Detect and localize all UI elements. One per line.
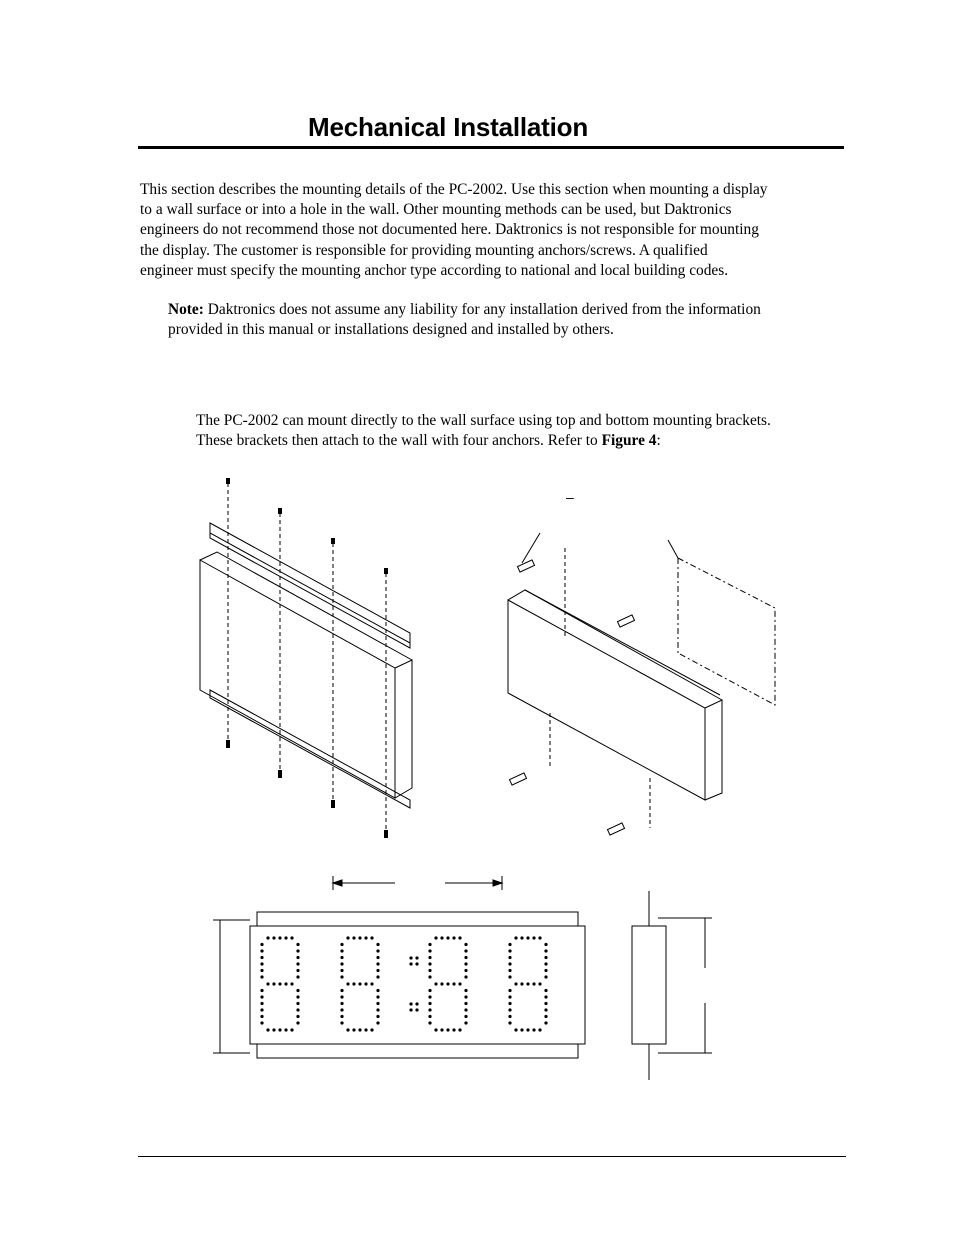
matrix-dot [290,1028,293,1031]
matrix-dot [544,1008,547,1011]
matrix-dot [508,1008,511,1011]
matrix-dot [464,1021,467,1024]
matrix-dot [464,975,467,978]
intro-line: to a wall surface or into a hole in the wall. Other mounting methods can be used, but Daktronics [140,201,732,219]
matrix-dot [376,949,379,952]
matrix-dot [464,969,467,972]
matrix-dot [440,936,443,939]
matrix-dot [415,1002,418,1005]
matrix-dot [260,969,263,972]
wall-mount-line: The PC-2002 can mount directly to the wall surface using top and bottom mounting brackets. [196,412,771,429]
matrix-dot [514,936,517,939]
matrix-dot [458,982,461,985]
matrix-dot [376,1021,379,1024]
matrix-dot [296,962,299,965]
matrix-dot [508,969,511,972]
matrix-dot [364,936,367,939]
matrix-dot [340,956,343,959]
matrix-dot [358,936,361,939]
matrix-dot [409,1008,412,1011]
matrix-dot [260,943,263,946]
matrix-dot [296,1015,299,1018]
matrix-dot [464,995,467,998]
matrix-dot [428,975,431,978]
matrix-dot [544,975,547,978]
matrix-dot [526,936,529,939]
matrix-dot [532,982,535,985]
matrix-dot [376,975,379,978]
mounting-figure [180,468,820,1098]
matrix-dot [458,936,461,939]
matrix-dot [508,1015,511,1018]
matrix-dot [440,1028,443,1031]
matrix-dot [526,1028,529,1031]
matrix-dot [508,962,511,965]
matrix-dot [340,1002,343,1005]
matrix-dot [340,995,343,998]
matrix-dot [376,969,379,972]
matrix-dot [458,1028,461,1031]
matrix-dot [278,936,281,939]
figure-small-mark: – [566,489,574,505]
matrix-dot [260,989,263,992]
matrix-dot [508,1021,511,1024]
matrix-dot [544,989,547,992]
intro-line: engineer must specify the mounting anchor type according to national and local building codes. [140,261,729,279]
wall-mount-line: These brackets then attach to the wall with four anchors. Refer to [196,432,602,450]
matrix-dot [352,1028,355,1031]
matrix-dot [260,995,263,998]
matrix-dot [278,1028,281,1031]
matrix-dot [260,1008,263,1011]
matrix-dot [376,995,379,998]
matrix-dot [296,943,299,946]
title-rule [138,146,844,149]
note-label: Note: [168,301,204,318]
matrix-dot [464,962,467,965]
matrix-dot [340,969,343,972]
matrix-dot [266,982,269,985]
matrix-dot [370,936,373,939]
matrix-dot [544,949,547,952]
intro-line: This section describes the mounting details of the PC-2002. Use this section when mounting a display [140,181,768,198]
matrix-dot [434,936,437,939]
matrix-dot [415,956,418,959]
matrix-dot [508,943,511,946]
note-text: provided in this manual or installations designed and installed by others. [168,321,614,339]
matrix-dot [290,936,293,939]
intro-line: the display. The customer is responsible for providing mounting anchors/screws. A qualified [140,241,708,259]
matrix-dot [296,1002,299,1005]
matrix-dot [296,975,299,978]
matrix-dot [340,1008,343,1011]
matrix-dot [520,936,523,939]
matrix-dot [296,1021,299,1024]
figure-reference-link[interactable]: Figure 4 [601,432,657,450]
left-exploded-view [200,478,412,838]
matrix-dot [272,936,275,939]
matrix-dot [415,962,418,965]
intro-line: engineers do not recommend those not documented here. Daktronics is not responsible for mounting [140,221,759,239]
matrix-dot [296,989,299,992]
matrix-dot [544,956,547,959]
matrix-dot [352,982,355,985]
matrix-dot [376,1008,379,1011]
matrix-dot [538,936,541,939]
matrix-dot [544,995,547,998]
matrix-dot [409,1002,412,1005]
matrix-dot [272,1028,275,1031]
footer-rule [138,1156,846,1157]
matrix-dot [464,989,467,992]
matrix-dot [446,982,449,985]
matrix-dot [428,995,431,998]
matrix-dot [358,982,361,985]
matrix-dot [346,982,349,985]
matrix-dot [284,936,287,939]
matrix-dot [340,1015,343,1018]
matrix-dot [508,995,511,998]
matrix-dot [508,975,511,978]
matrix-dot [428,956,431,959]
matrix-dot [428,962,431,965]
page-title: Mechanical Installation [308,112,589,142]
matrix-dot [409,956,412,959]
matrix-dot [538,982,541,985]
matrix-dot [428,943,431,946]
matrix-dot [266,1028,269,1031]
matrix-dot [428,1002,431,1005]
matrix-dot [296,995,299,998]
matrix-dot [544,1002,547,1005]
matrix-dot [260,975,263,978]
matrix-dot [452,1028,455,1031]
matrix-dot [340,975,343,978]
matrix-dot [464,1015,467,1018]
matrix-dot [364,1028,367,1031]
matrix-dot [452,982,455,985]
matrix-dot [538,1028,541,1031]
matrix-dot [415,1008,418,1011]
matrix-dot [376,989,379,992]
matrix-dot [340,943,343,946]
matrix-dot [508,956,511,959]
note-text: Daktronics does not assume any liability for any installation derived from the information [207,301,761,318]
matrix-dot [446,936,449,939]
matrix-dot [284,1028,287,1031]
matrix-dot [544,943,547,946]
matrix-dot [520,982,523,985]
matrix-dot [340,989,343,992]
matrix-dot [290,982,293,985]
matrix-dot [370,982,373,985]
matrix-dot [544,969,547,972]
matrix-dot [452,936,455,939]
matrix-dot [260,956,263,959]
matrix-dot [260,962,263,965]
matrix-dot [428,1021,431,1024]
matrix-dot [514,982,517,985]
matrix-dot [370,1028,373,1031]
matrix-dot [508,989,511,992]
matrix-dot [464,949,467,952]
matrix-dot [296,949,299,952]
matrix-dot [272,982,275,985]
matrix-dot [284,982,287,985]
intro-paragraph [140,180,840,281]
matrix-dot [376,1002,379,1005]
note-paragraph [168,300,848,340]
matrix-dot [340,1021,343,1024]
wall-mount-line: : [656,432,661,450]
dot-matrix-digits [260,936,547,1031]
matrix-dot [434,982,437,985]
matrix-dot [544,1015,547,1018]
matrix-dot [508,1002,511,1005]
matrix-dot [428,949,431,952]
matrix-dot [464,956,467,959]
matrix-dot [346,1028,349,1031]
matrix-dot [340,962,343,965]
matrix-dot [260,1021,263,1024]
matrix-dot [346,936,349,939]
matrix-dot [446,1028,449,1031]
matrix-dot [358,1028,361,1031]
matrix-dot [376,962,379,965]
matrix-dot [520,1028,523,1031]
matrix-dot [544,962,547,965]
matrix-dot [260,949,263,952]
matrix-dot [464,943,467,946]
matrix-dot [296,1008,299,1011]
matrix-dot [428,1008,431,1011]
matrix-dot [544,1021,547,1024]
matrix-dot [278,982,281,985]
matrix-dot [514,1028,517,1031]
matrix-dot [532,936,535,939]
matrix-dot [376,1015,379,1018]
matrix-dot [260,1015,263,1018]
matrix-dot [428,1015,431,1018]
side-elevation [632,891,712,1080]
matrix-dot [464,1002,467,1005]
matrix-dot [440,982,443,985]
matrix-dot [296,969,299,972]
matrix-dot [428,989,431,992]
matrix-dot [376,956,379,959]
matrix-dot [376,943,379,946]
matrix-dot [260,1002,263,1005]
matrix-dot [409,962,412,965]
matrix-dot [532,1028,535,1031]
right-exploded-view [508,533,775,835]
matrix-dot [434,1028,437,1031]
matrix-dot [340,949,343,952]
matrix-dot [352,936,355,939]
matrix-dot [296,956,299,959]
matrix-dot [266,936,269,939]
matrix-dot [526,982,529,985]
matrix-dot [364,982,367,985]
matrix-dot [508,949,511,952]
matrix-dot [428,969,431,972]
wall-mount-paragraph [196,411,846,451]
matrix-dot [464,1008,467,1011]
